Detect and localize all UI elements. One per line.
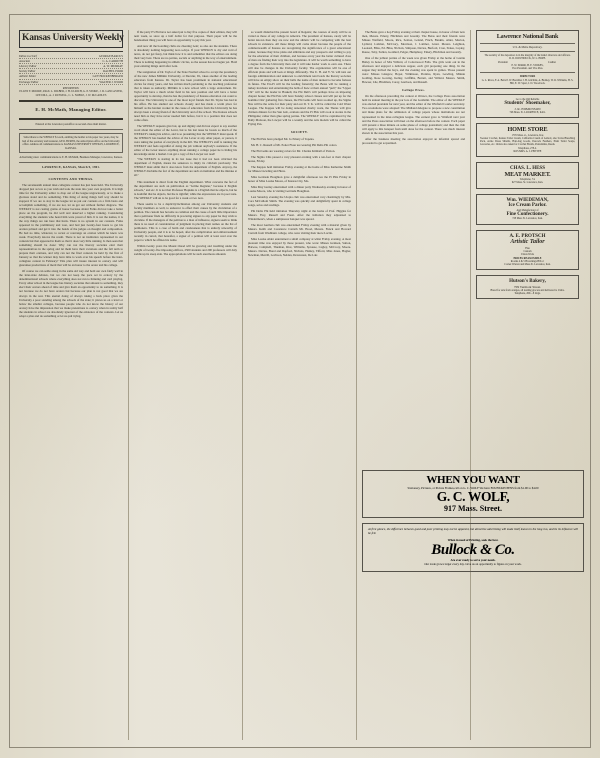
ad-subtitle: Ice Cream Parlor. <box>508 203 547 209</box>
ad-headline: WHEN YOU WANT <box>426 474 520 486</box>
column-1 <box>14 30 128 740</box>
ad-prices: PRICES REASONABLE <box>513 256 542 260</box>
ad-body: Stationery, Pictures, or Picture Frames,call on G. C. WOLF We have FOUNTAIN PENS from $1.00 to $4.00 <box>407 485 539 490</box>
ad-bullock-printing[interactable] <box>362 523 584 571</box>
column-layout <box>14 30 584 740</box>
bank-president-label: President <box>498 60 508 64</box>
advertising-note: Advertising rates: communications to E. H. McMath, Business Manager, Lawrence, Kansas. <box>19 156 123 160</box>
ad-note: And Manufacturer of <box>516 208 539 212</box>
society-head: SOCIETY. <box>290 130 309 135</box>
ad-officers2: Vice President. and Vice Pres. <box>511 67 544 71</box>
ad-note: Go to the Old Reliable <box>515 98 540 102</box>
ad-phone: Telephone, 74. <box>519 178 536 182</box>
society-item: Miss May Gurley entertained with a dinner party Wednesday evening in honor of Louise Moore, who is visiting Gertrude Houghton. <box>248 184 351 193</box>
staff-name: C. A. CARRUTH <box>102 58 123 63</box>
masthead-title: Kansas University Weekly <box>22 33 124 43</box>
ad-name: J. R. EDMUNSON <box>514 106 541 111</box>
staff-role: Exchange Editor <box>19 79 39 84</box>
article-paragraph: This statement is direct from the English department. What concerns the fact of the department are such an publication as "Grime Register," because it English schools," and etc. It is not that Professor Hopkins is a English that he objects, but he is doubtful that he objects, but the is rightful; while the expressions are in poor taste. The WEEKLY will un to be good for a week or two now. <box>134 179 237 200</box>
column-4 <box>356 30 470 740</box>
staff-role: Society Editor <box>19 69 36 74</box>
divider <box>19 51 123 52</box>
ad-phone: Telephone, 278-2. <box>518 146 537 150</box>
dateline: LAWRENCE, KANSAS, March 9, 1901. <box>41 164 100 169</box>
article-paragraph: After the business meeting the association enjoyed an informal spread and proceeded to get acquainted. <box>362 136 465 145</box>
ad-directors-head: DIRECTORS <box>519 75 536 79</box>
divider <box>19 100 123 102</box>
article-paragraph: Within twenty years the Mount Oread will be growing and troubling under the weight of twenty-five imposing edifices, 2500 students and 200 professors will duly saddle up its steep side. The appropriations will be such enormous amounts <box>134 243 237 256</box>
ad-body: Bread for sale from oranges, all leading grocers and delivered to Clubs. <box>490 288 565 292</box>
article-paragraph: The resignation of Dr. Taylor of the State Normal school to accept the presidency of the new James Millikin University, at Decatur, Ill., takes another of the leading educators from Kansas. Dr. Taylor has been prominent in national educational circles for many years, and has written much pertaining to the teaching profession that is taken as authority. Millikin is a new school with a large endowment. Dr. Taylor will have a much wider field in his new position and will have a better opportunity to develop, than he has the presidency of Kansas education can count to discover. The University is one of the most loyal friends that Dr. Taylor has had in his office. He has studied our schools closely and has made a warm place for himself as the hardest worker in the cause of education from the University he has always been a strong friend of the University and of the school. The Kansas schools need him as they have never needed him before, but it is a position that does not come often. <box>134 70 237 123</box>
article-paragraph: If the party P's Phi have not asked put to buy five copies of their edition, they will next week, so store up a half dollar for that purpose. Their paper will be the handsomest thing you will have an opportunity to pay this year. <box>134 30 237 43</box>
ad-address: 746 Mass. St. LAWRENCE, KAS. <box>509 111 546 114</box>
column-5-ads <box>470 30 584 740</box>
article-paragraph: The WEEKLY requests give but, up and dignity and did not expect to say another word about the editor of the Lever, but to his last issue he boasts so much of the WEEKLY's taking his advice, and is so presuming that the WEEKLY must speak. If the WEEKLY has heeded the advice of the Lever at any other paper, or person, it were taking the pardon of everybody in the hill. The WEEKLY's staff is running the WEEKLY and feels regardful of doing the job without anybody's assistance. If the editor of the Lever knows anything about running a college paper he is hiding his knowledge under a bushel. Can get a copy of the Lawyer not read! <box>134 124 237 157</box>
ad-directors: G. L. Rives, F. A. Betts P. W. Barstilter J. H. Gilchrist, A. Bickley, W. R. Williams, H. S. Hill, E. W. Sparr, J. D. Woodcock. <box>481 78 574 85</box>
ad-lawrence-national-bank[interactable] <box>476 30 579 89</box>
ad-body-4: Our trade grows larger every day. Give us an opportunity to figure on your work. <box>424 561 522 566</box>
ad-title: Hutson's Bakery, <box>509 279 546 285</box>
staff-name: GUY HOCKENBERGER <box>92 74 123 79</box>
staff-role: Athletic Editor <box>19 74 37 79</box>
ad-subtitle: MEAT MARKET. <box>504 170 551 178</box>
divider <box>19 118 123 120</box>
ad-meat-market[interactable] <box>476 162 579 188</box>
bottom-ad-block <box>362 470 584 577</box>
article-paragraph: On the afternoon preceding the contest at Ottawa, the College Press association held its annual meeting in the par lors of the Goldsmit. The editor of the WEEKLY was elected president for next year, and the editor of the Winfield Courier secretary. Two resolutions were adopted: The Midland delegate to propose a new constitution and make plans for the admission of college papers whose institutions are not represented in the inter-collegiate league. The earnest gave to Winfield next year and the Press association will meet on the afternoon before the contest. Each paper will present a three minute on some phase of college journalism; and then the club will apply to this banquet from until done for the contest. There was much interest shown in the association this year. <box>362 94 465 135</box>
article-paragraph: The seventeenth annual inter-collegiate contest has just been held. The University dropped just as low as you wish and took the state into your own program. It is high time for the University editor to drop out of the league ungraciously, or to make a glorious stand and do something. This thing of doing things half way should be stopped. If we are to stay in the league let us put our contests on a firm basis and accomplish something, if we are not, let us get out without further disgrace. The WEEKLY is not casting grains of honor because abaint Folks did not take a better place on the program, he did well and deserved a higher ranking. Considering everything the students who heard him were proud of him. It is not the names, it is the way things are run here that hurts. There is no system in our contests. Folks appeared in the preliminary and won, and had just twenty-four hours to get his oration printed and get it into the hands of the judges on thought and composition. He had no time, whatever, to recast or rearrange an oration which he knew was weak. Everybody knows the result. There is not an institution represented in our contests but that appeared in them so that it does very little running. Is then seen that something should be done: Why can not the literary societies elect their representatives in the spring and let them have their vacations and the fall term to prepare their orations, and why can not the final contests be held by the first of January so that the winner may have time to work over his speech before the inter-collegiate contest in February? This plan will insure interest in oratory and will guarantee productions of merit that will be an honor to the orator and his college. <box>19 183 123 268</box>
society-item: The Phi Psis have pledged Mr. Jo Emery of Topeka. <box>251 136 315 141</box>
ad-home-store[interactable] <box>476 123 579 157</box>
ad-officers: E. W. SPARR, H. E. STOKES, <box>511 64 544 68</box>
ad-subtitle-2: Fine Confectionery. <box>506 211 549 217</box>
divider <box>19 172 123 173</box>
ad-title: CHAS. L. HESS <box>509 166 545 172</box>
article-paragraph: Of course we can settle along in the same old way and hold our own fairly well in the inter-state debates, but we can not keep the pace set in oratory by the denominational schools where everything does not run to thinning and card playing. Every other school in the league has literary societies that amount to something, they elect their orators ahead of time and give them an opportunity to do something. It is not because we do not have orators but because our plan is not good that we are always in the rear. This eternal doing of always taking a back place gives the University a poor standing among the schools of the state; it places us on a level or below the smaller colleges, because people who do not know the history of our oratory have the impression that we make pretentions to oratory when in reality half the students in school are absolutely ignorant of the existence of the contests. Let us adopt a plan and do something or let us quit trying. <box>19 269 123 318</box>
ad-title: Students' Shoemaker, <box>504 101 551 107</box>
ad-sub: U.S. & Malte Depository. <box>512 44 543 49</box>
society-item: Miss Louise Alder entertained a small company at whist Friday evening. A most pleasant time was enjoyed by those present, who were: Misses Grahsen, Sutton, Hatwee, Campbell, Thieman, Rice, Williams, Sprouse, Cagley, McCrory, Moore. Messrs. Davies, Bond and Rapford, Nichols, Hanley, Tifford, Miss Jones, Hagler, Newman, Merrill, Levitson, Nelden, Devereaux, De Lair. <box>248 236 351 257</box>
ad-body: The security of the depositors is in the integrity of the bank's directors and officers. <box>484 54 571 58</box>
ad-ice-cream-parlor[interactable] <box>476 194 579 225</box>
article-paragraph: so would disturbed the present board of Regents; the courses of study will be as varied as those of any college in America. The president of Kansas, rarely will be better known then they are now and the athletic will be competing with the best schools in existence. All these things will come about because the people of the commonwealth of Kansas are recognizing the significance of a great educational center, because they have plans and ambitions and any prospects and willing to pay for the education of their children, and because every year the better cultured class of men are finding their way into the legislature. It will be worth something to have a degree from the University then and it will take harder work to earn one. There will also be changes in the University faculty. The organization will be one of efficient plans and will look at things differently. The U. H. and Y. W. will turn out foreign administration and unknown to enrichment tend loads the literary societies will have an empty show on their halls the name of men decked to become famous in future. The Era.Pi will be the leading fraternity; the Betas will be running a turkey incubator and entertaining the bells of Kew at their annual "pull;" the "Upper Chi" will be the leader in Haskell, the Phi Delt's will perhaps have an imposing chapter house; the Phi Psis will have Sunday school classes and will put up for the Gamma Chis' gathering five classes, the Phi Gams will have roomed up, the Sigma Nus will be the acme for their piety and our D. T. K. will be called the Cold Water League. The Kappas will be doing annotated charity work, the Thetas will give chicken dinners for the Sun Gab, orations and the Pi Phis will cook at stories in the Philippine; rather than glue spring parties. The WEEKLY will be capitalized by the Daily Mattoon, the Lawyer will be a weekly and the Arts models will be called the Frying Pan. <box>248 30 351 127</box>
college-press-head: College Press. <box>401 88 426 93</box>
ad-address: 728 Mass St. Lawrence, Kan. <box>512 217 543 221</box>
ad-line-3: Union Work <box>521 253 534 257</box>
staff-name: A. W. MURRAY <box>103 63 123 68</box>
column-2 <box>128 30 242 740</box>
divider <box>19 129 123 130</box>
article-paragraph: There seems to be a duplicity/inclination among our University students and faculty members as well, to endeavor to effect their causes by the circulation of a petition. The custom has become as common and the cause of such little importance that a petitioner finds no difficulty in procuring signers to any paper he may wish to circulate. If the managers of the petition to a man of influence, signers seem to think there is no need of consideration of judgment in placing their names on the list of petitioners. This is a case of harm and carelessness that is entirely unworthy of University people, and it is to be hoped, after the complication and embarrassment recently in curred, that hereafter, a signer of a petition will at least read over the paper to which he affixes his name. <box>134 201 237 242</box>
ad-line-1: Fine <box>525 246 530 250</box>
ad-tag: ROS MRS. A. J. PEITTEE <box>513 149 542 153</box>
ad-students-shoemaker[interactable] <box>476 94 579 118</box>
staff-name: WALTER J. WOOD <box>99 79 123 84</box>
ad-body: Sweater Crochet, Kansas Toilet Cream, California Cream of Lemon; also Swiss Bleaching Pack, Acme Dress Shields, Hair-dug Goods, Peacock Feathers, Plain Toilet Soaps, Groceries, etc. Orders also taken for Crochet Braids, Pantomime, Reeds. <box>480 136 575 147</box>
ad-phone: Telephone, 269—8 rings. <box>514 292 541 296</box>
ad-address: 917 Mass. Street. <box>443 503 503 513</box>
ad-address: 709 Vermont Street. <box>513 284 542 289</box>
reporters-head: REPORTERS: <box>62 86 80 90</box>
ad-artistic-tailor[interactable] <box>476 230 579 271</box>
subscription-note: Subscribers to the WEEKLY $1 each, entitling the holder to his paper two years, may be had of the secretary and treasurer, GEO. BURNS, the subscription office on the University office. Address all communications to KANSAS UNIVERSITY WEEKLY, LAWRENCE, KANSAS. <box>19 133 123 153</box>
staff-role: Literary Editor <box>19 63 37 68</box>
society-item: The Sigma Chis passed a very pleasant evening with a ten-foot at their chapter house, Friday. <box>248 154 351 163</box>
ad-address: Rooms 4 & 5 Brownings Bl'k 2. <box>510 259 545 263</box>
divider <box>19 162 123 163</box>
ad-body-3: Are ever ready to serve your needs. <box>450 557 496 562</box>
society-item: Miss Gertrude Houghton gave a delightful afternoon tea the Pi Phis Friday in honor of Miss Louise Moore, of Kansas City, Mo. <box>248 174 351 183</box>
ad-title: Lawrence National Bank <box>496 33 559 40</box>
ad-address: 1705 Mass. st., Lawrence, Kas <box>511 133 544 137</box>
ad-body-2: When in need of Printing, seek the best. <box>447 538 499 543</box>
society-item: The most German club was entertained Friday evening with a musical given by Messrs. Keith and Constance Carruth Mr. Hood, Messrs. Funck and Howard Carruth from Washburn college, who were visiting their niece Lucile. <box>248 222 351 235</box>
society-item: Mr. H. C. Russell of Mt. Potter Flour are wearing Phi Delta Phi colors. <box>251 142 338 147</box>
ad-subtitle: Artistic Tailor <box>510 239 545 246</box>
staff-role: Associate <box>19 58 31 63</box>
ad-line-2: Custom <box>523 250 532 254</box>
society-item: Last Saturday evening the Utopia club was entertained very charmingly by Mrs. Cora McCullom Smith. The evening was quickly and delightfully spent in college songs, solos and readings. <box>248 194 351 207</box>
article-quote: "The WEEKLY is starting in its last issue that it had not been criticized the department of English, means the sentences to imply its criticism previously. The WEEKLY must admit that it does know from the department of English. Anyway, the WEEKLY disclaims the fact of the department are such an institution and the mistake at all." <box>134 157 237 177</box>
ad-gc-wolf[interactable] <box>362 470 584 518</box>
staff-role: Editor-in-Chief <box>19 53 37 58</box>
ad-name: Bullock & Co. <box>431 542 515 559</box>
staff-row <box>19 80 123 85</box>
ad-officer-line: D. D. DOWNDUCK, W. L. HOPE. <box>509 57 546 61</box>
article-paragraph: The Betas gave a hop Friday evening at their chapter house, in honor of their new men, Messrs. Emery, Hitchman and Greenly. The Betas and their friends were Misses Warfield, Moore, Rice, Sexton, Leland, Finch, Bankin, Alder, Morton, Lydiard, Latimer, McCrory, Morrison, J. Latimer, Grant. Messrs. Leighton, Leonard, Bliss, Ed. Bliss, Nichols, Simpson, Davies, Burford, Cron, Stalee, Copley, Rouse, Toby, Sullon, Goddard, Pelger, Humphrey, Emery, Hitchman and Greenly. <box>362 30 465 55</box>
article-paragraph: And now all the boarding clubs are cheering Lent; so also are the students. There is absolutely nothing happening now-a-days. If your WEEKLY is dry and void of news, do not get fussy, but think how it is and remember that the editors are doing their very best. There are no parties, socials or anything in the way of entertainment. There is nothing happening in athletic circles, so the season has not begun yet. Hold your existing things until after Lent. <box>134 44 237 69</box>
masthead <box>19 30 123 48</box>
reporters-list: ELLEN F. MOORE, PAUL L. DILBER, J. H. ULRICH, G. P. STOKE, J. D. LANCASTER, LEE DILL, A. J. RUSSELL, C. L. NOBLE, J. W. McCANLES <box>19 90 123 97</box>
society-item: The Kappas held initiation Friday evening at the home of Miss Katherine Smith for Misses Liewling and Hons. <box>248 164 351 173</box>
ad-title: A. E. PROTSCH <box>509 233 546 239</box>
staff-name: RACHEL POOR <box>103 69 123 74</box>
society-item: Phi Delta Phi held initiation Thursday night at the home of Prof. Higgins for Messrs. Frey, Russell and Foust. After the initiation they adjourned to Windermere's, when a sumptuous banquet was spread. <box>248 208 351 221</box>
ad-address: 927 Mass. St. Lawrence, Kan. <box>511 181 544 185</box>
column-3 <box>242 30 356 740</box>
ad-name: G. C. WOLF, <box>436 489 510 505</box>
contents-head: CONTENTS AND THINGS. <box>48 176 94 181</box>
ad-title: HOME STORE <box>507 126 548 134</box>
ad-title: Wm. WIEDEMAN, <box>506 197 549 203</box>
bank-cashier-label: Cashier <box>548 60 556 64</box>
ad-body-1: At first glance, the difference between good and poor printing may not be apparent, but attractive advertising will make itself known in the long run, and its its influence will be felt. <box>368 527 578 536</box>
article-paragraph: One of the jolliest parties of the week was given Friday at the home of Grettie Bailey in honor of Mrs Willard, of Cottonwood Falls. The girls went out in the afternoon and enjoyed a delicious supper, each girl preparing one thing. In the supper they invited the boys, and the evening was spent in games. Those present were: Misses Glasgow, Boyer, Wilkinson, Prentiss, Ryan, Gowling, Minnie Golding, Rose Gowing, Kelley, Griffiths, Barrett, and Willard. Messrs. Smith, Bowser, Lile, Hindman, Corey, Garrison, and Russell. <box>362 56 465 85</box>
ad-hutsons-bakery[interactable] <box>476 275 579 299</box>
staff-list <box>19 54 123 85</box>
postal-entry-note: Entered at the Lawrence postoffice as second-class mail matter. <box>35 122 107 126</box>
managing-editor: E. H. McMath, Managing Editor. <box>35 106 107 112</box>
ad-address-2: Corner Warren and Mass.St. Lawrence, Kan. <box>504 263 551 267</box>
society-item: The Phi Gams are wearing colors for Mr. Charles Kimball of Paxton. <box>251 148 336 153</box>
staff-name: GEORGE BARCUS <box>98 53 123 58</box>
